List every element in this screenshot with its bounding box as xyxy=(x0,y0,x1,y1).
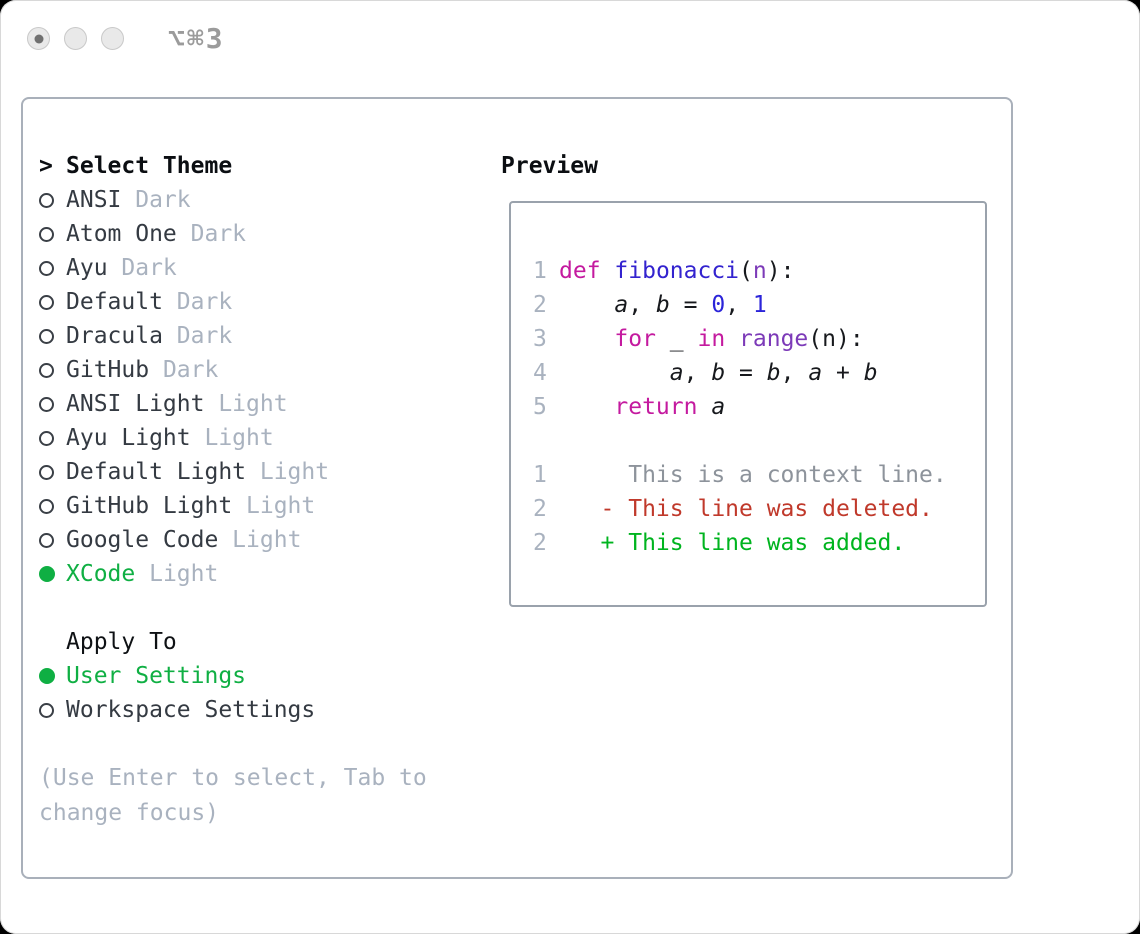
line-number: 1 xyxy=(533,462,547,488)
code-line: 4 a , b = b , a + b xyxy=(533,356,977,390)
theme-column xyxy=(39,149,479,831)
radio-selected-icon xyxy=(39,668,55,684)
radio-icon xyxy=(39,295,54,310)
option-label: XCode xyxy=(66,561,136,587)
radio-icon xyxy=(39,397,54,412)
theme-option[interactable] xyxy=(39,523,479,557)
line-number: 2 xyxy=(533,530,547,556)
theme-variant-tag: Dark xyxy=(162,289,233,315)
traffic-lights xyxy=(27,27,124,50)
line-number: 4 xyxy=(533,360,547,386)
code-line: 2 a , b = 0 , 1 xyxy=(533,288,977,322)
apply-to-title: Apply To xyxy=(66,629,177,655)
theme-variant-tag: Dark xyxy=(162,323,233,349)
select-theme-title: Select Theme xyxy=(66,153,233,179)
theme-option[interactable] xyxy=(39,285,479,319)
diff-lines xyxy=(533,458,977,560)
apply-to-list xyxy=(39,659,479,727)
radio-icon xyxy=(39,261,54,276)
radio-icon xyxy=(39,193,54,208)
radio-icon xyxy=(39,499,54,514)
theme-variant-tag: Dark xyxy=(176,221,247,247)
line-number: 2 xyxy=(533,496,547,522)
apply-to-option[interactable] xyxy=(39,659,479,693)
radio-icon xyxy=(39,227,54,242)
theme-option[interactable] xyxy=(39,455,479,489)
preview-box xyxy=(509,201,987,607)
focus-caret-icon: > xyxy=(39,153,53,179)
apply-to-header xyxy=(39,625,479,659)
radio-icon xyxy=(39,329,54,344)
select-theme-header xyxy=(39,149,479,183)
theme-variant-tag: Dark xyxy=(149,357,219,383)
radio-icon xyxy=(39,465,54,480)
code-line: 3 for _ in range (n): xyxy=(533,322,977,356)
theme-option[interactable] xyxy=(39,319,479,353)
theme-option[interactable] xyxy=(39,217,479,251)
option-label: User Settings xyxy=(66,663,247,689)
keyboard-shortcut-label: ⌥⌘3 xyxy=(168,22,225,55)
option-label: ANSI xyxy=(66,187,122,213)
code-line: 1 def fibonacci ( n ): xyxy=(533,254,977,288)
window-button-2-icon[interactable] xyxy=(64,27,87,50)
line-number: 2 xyxy=(533,292,547,318)
line-number: 1 xyxy=(533,258,547,284)
diff-line-ctx: 1 This is a context line. xyxy=(533,458,977,492)
theme-option[interactable] xyxy=(39,251,479,285)
usage-hint: (Use Enter to select, Tab to change focus) xyxy=(39,765,427,826)
window-button-3-icon[interactable] xyxy=(101,27,124,50)
option-label: ANSI Light xyxy=(66,391,205,417)
option-label: Workspace Settings xyxy=(66,697,316,723)
apply-to-option[interactable] xyxy=(39,693,479,727)
theme-variant-tag: Light xyxy=(190,425,274,451)
theme-variant-tag: Light xyxy=(218,527,302,553)
option-label: Google Code xyxy=(66,527,219,553)
radio-icon xyxy=(39,533,54,548)
option-label: Atom One xyxy=(66,221,177,247)
theme-variant-tag: Light xyxy=(204,391,288,417)
theme-variant-tag: Light xyxy=(232,493,316,519)
radio-icon xyxy=(39,431,54,446)
theme-picker-panel xyxy=(21,97,1013,879)
theme-option[interactable] xyxy=(39,489,479,523)
theme-variant-tag: Light xyxy=(246,459,330,485)
radio-icon xyxy=(39,363,54,378)
option-label: Dracula xyxy=(66,323,163,349)
theme-option[interactable] xyxy=(39,557,479,591)
line-number: 5 xyxy=(533,394,547,420)
spacer xyxy=(39,727,479,761)
theme-variant-tag: Dark xyxy=(107,255,177,281)
diff-line-del: 2 - This line was deleted. xyxy=(533,492,977,526)
radio-selected-icon xyxy=(39,566,55,582)
theme-list xyxy=(39,183,479,591)
line-number: 3 xyxy=(533,326,547,352)
diff-line-add: 2 + This line was added. xyxy=(533,526,977,560)
option-label: Default Light xyxy=(66,459,247,485)
code-preview xyxy=(533,254,977,560)
theme-variant-tag: Light xyxy=(135,561,219,587)
option-label: GitHub xyxy=(66,357,150,383)
code-line: 5 return a xyxy=(533,390,977,424)
window-button-1-icon[interactable] xyxy=(27,27,50,50)
option-label: Ayu xyxy=(66,255,108,281)
theme-option[interactable] xyxy=(39,421,479,455)
spacer xyxy=(533,424,977,458)
option-label: Default xyxy=(66,289,163,315)
preview-title: Preview xyxy=(501,153,598,179)
radio-icon xyxy=(39,703,54,718)
theme-variant-tag: Dark xyxy=(121,187,191,213)
theme-option[interactable] xyxy=(39,353,479,387)
theme-option[interactable] xyxy=(39,387,479,421)
theme-option[interactable] xyxy=(39,183,479,217)
option-label: GitHub Light xyxy=(66,493,233,519)
code-lines xyxy=(533,254,977,424)
spacer xyxy=(39,591,479,625)
option-label: Ayu Light xyxy=(66,425,191,451)
